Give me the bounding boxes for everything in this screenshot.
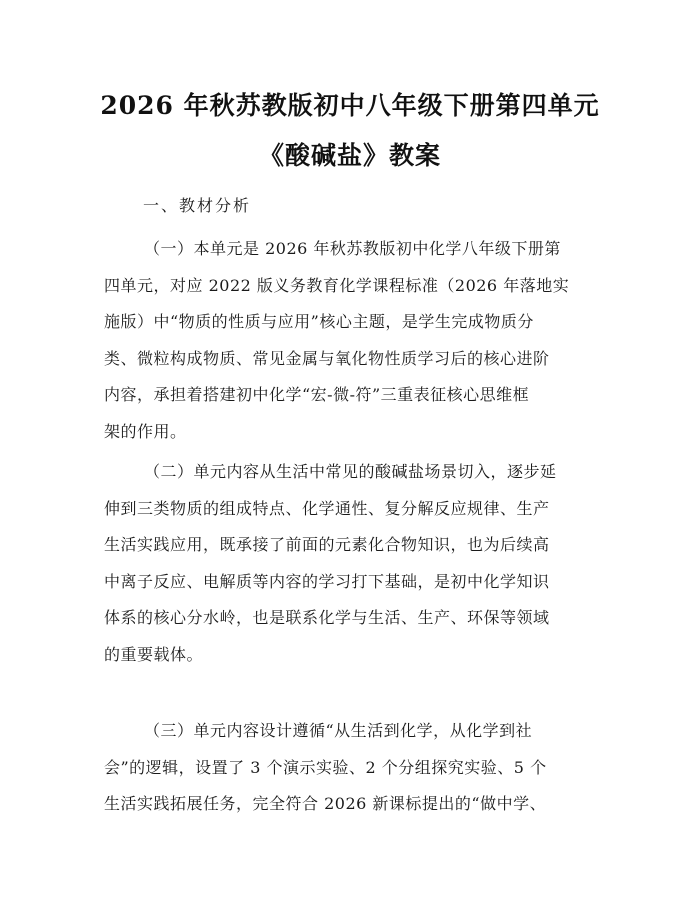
paragraph-line: 伸到三类物质的组成特点、化学通性、复分解反应规律、生产: [104, 498, 550, 518]
document-title-line-1: 2026 年秋苏教版初中八年级下册第四单元: [100, 91, 600, 120]
paragraph-line: 架的作用。: [104, 421, 187, 441]
section-heading: 一、教材分析: [143, 196, 252, 215]
paragraph-line: 内容，承担着搭建初中化学“宏-微-符”三重表征核心思维框: [104, 385, 530, 404]
paragraph-3: [104, 713, 604, 823]
paragraph-line: （三）单元内容设计遵循“从生活到化学，从化学到社: [144, 721, 533, 740]
paragraph-line: 会”的逻辑，设置了 3 个演示实验、2 个分组探究实验、5 个: [104, 757, 547, 777]
paragraph-2: [104, 454, 604, 673]
paragraph-line: 中离子反应、电解质等内容的学习打下基础，是初中化学知识: [104, 571, 550, 591]
paragraph-1: [104, 231, 604, 450]
paragraph-line: 类、微粒构成物质、常见金属与氧化物性质学习后的核心进阶: [104, 348, 550, 368]
paragraph-line: 体系的核心分水岭，也是联系化学与生活、生产、环保等领域: [104, 608, 550, 627]
paragraph-line: （一）本单元是 2026 年秋苏教版初中化学八年级下册第: [144, 239, 561, 258]
paragraph-line: 生活实践拓展任务，完全符合 2026 新课标提出的“做中学、: [104, 794, 547, 813]
paragraph-line: 四单元，对应 2022 版义务教育化学课程标准（2026 年落地实: [104, 275, 570, 295]
paragraph-line: （二）单元内容从生活中常见的酸碱盐场景切入，逐步延: [144, 462, 557, 481]
paragraph-line: 生活实践应用，既承接了前面的元素化合物知识，也为后续高: [104, 535, 550, 554]
document-title-line-2: 《酸碱盐》教案: [258, 141, 441, 170]
paragraph-line: 的重要载体。: [104, 644, 204, 664]
paragraph-line: 施版）中“物质的性质与应用”核心主题，是学生完成物质分: [104, 312, 534, 331]
